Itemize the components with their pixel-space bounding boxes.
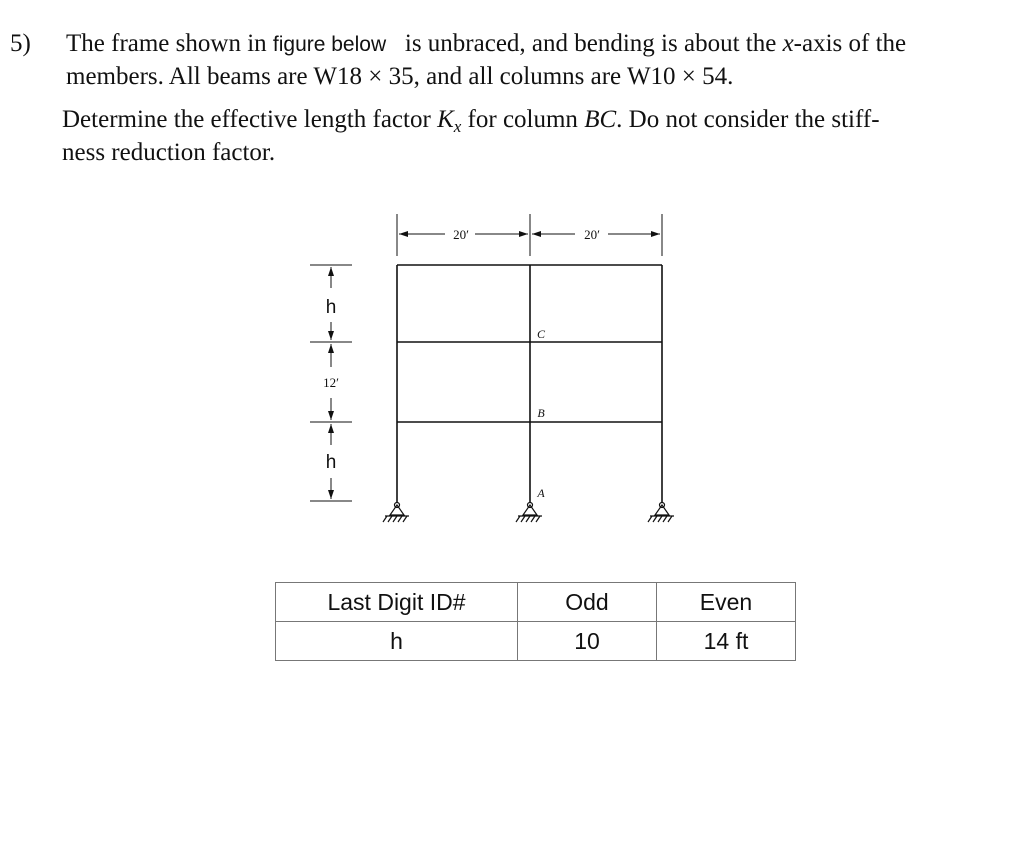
table-cell: 10 (518, 622, 657, 661)
pin-support (383, 503, 409, 523)
problem-line-4: ness reduction factor. (62, 139, 276, 166)
problem-text: Determine the effective length factor (62, 106, 431, 133)
axis-symbol: x (782, 30, 794, 57)
span-right-label: 20′ (584, 227, 600, 242)
problem-text: -axis of the (793, 30, 907, 57)
table-header-cell: Last Digit ID# (276, 583, 518, 622)
node-c-label: C (536, 327, 546, 341)
table-row (276, 583, 796, 622)
pin-support (648, 503, 674, 523)
figure-reference: figure below (272, 33, 387, 56)
story-top-label: h (325, 297, 337, 318)
node-a-label: A (537, 486, 545, 500)
table-cell: h (276, 622, 518, 661)
node-b-label: B (537, 406, 545, 420)
table-header-cell: Even (657, 583, 796, 622)
problem-text: The frame shown in (66, 30, 267, 57)
problem-text: for column (467, 106, 578, 133)
k-subscript: x (453, 117, 462, 136)
problem-line-2: members. All beams are W18 × 35, and all columns are W10 × 54. (66, 63, 734, 90)
problem-text: is unbraced, and bending is about the (404, 30, 777, 57)
question-number: 5) (10, 30, 31, 57)
table-cell: 14 ft (657, 622, 796, 661)
table-header-cell: Odd (518, 583, 657, 622)
problem-text: . Do not consider the stiff- (616, 106, 880, 133)
span-left-label: 20′ (453, 227, 469, 242)
k-symbol: K (437, 106, 454, 133)
story-bottom-label: h (325, 452, 337, 473)
id-table (275, 582, 796, 661)
story-middle-label: 12′ (323, 375, 339, 390)
column-label: BC (584, 106, 617, 133)
pin-support (516, 503, 542, 523)
table-row (276, 622, 796, 661)
